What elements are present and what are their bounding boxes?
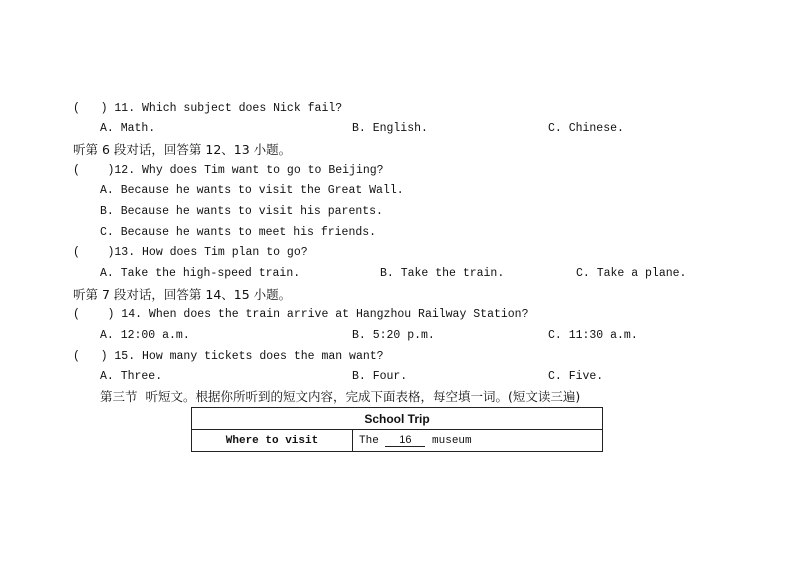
question-13-stem: ( )13. How does Tim plan to go?	[73, 246, 308, 259]
section-6-instruction: 听第 6 段对话，回答第 12、13 小题。	[73, 142, 292, 157]
table-title-row	[192, 408, 603, 430]
answer-suffix: museum	[432, 435, 472, 447]
question-12-stem: ( )12. Why does Tim want to go to Beijing?	[73, 164, 384, 177]
question-11-option-a: A. Math.	[100, 122, 156, 135]
question-14-option-c: C. 11:30 a.m.	[548, 329, 638, 342]
part-3-instruction: 第三节 听短文。根据你所听到的短文内容，完成下面表格，每空填一词。(短文读三遍)	[100, 389, 581, 404]
answer-prefix: The	[359, 435, 379, 447]
question-14-option-b: B. 5:20 p.m.	[352, 329, 435, 342]
question-12-option-b: B. Because he wants to visit his parents.	[100, 205, 383, 218]
school-trip-table	[191, 407, 603, 452]
question-14-option-a: A. 12:00 a.m.	[100, 329, 190, 342]
question-15-option-b: B. Four.	[352, 370, 408, 383]
table-title: School Trip	[192, 408, 603, 430]
question-12-option-c: C. Because he wants to meet his friends.	[100, 226, 377, 239]
question-15-option-c: C. Five.	[548, 370, 604, 383]
question-15-stem: ( ) 15. How many tickets does the man want?	[73, 350, 384, 363]
question-12-option-a: A. Because he wants to visit the Great Wall.	[100, 184, 404, 197]
question-13-option-c: C. Take a plane.	[576, 267, 687, 280]
answer-blank-16[interactable]: 16	[385, 434, 425, 447]
row-answer-cell	[353, 430, 603, 452]
question-15-option-a: A. Three.	[100, 370, 163, 383]
row-label-where-to-visit: Where to visit	[192, 430, 353, 452]
section-7-instruction: 听第 7 段对话，回答第 14、15 小题。	[73, 287, 292, 302]
table-row	[192, 430, 603, 452]
question-13-option-a: A. Take the high-speed train.	[100, 267, 301, 280]
question-11-stem: ( ) 11. Which subject does Nick fail?	[73, 102, 343, 115]
question-14-stem: ( ) 14. When does the train arrive at Hangzhou Railway Station?	[73, 308, 529, 321]
question-11-option-c: C. Chinese.	[548, 122, 624, 135]
question-11-option-b: B. English.	[352, 122, 428, 135]
question-13-option-b: B. Take the train.	[380, 267, 505, 280]
